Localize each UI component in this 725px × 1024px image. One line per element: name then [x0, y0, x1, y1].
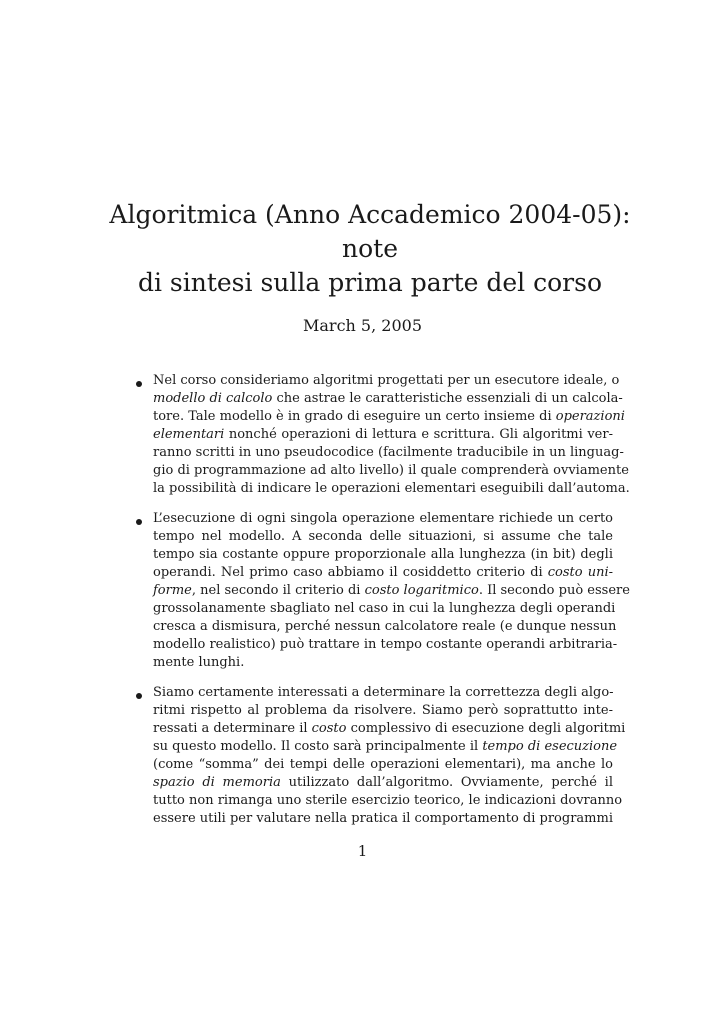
document-title: [100, 198, 640, 300]
text-line: [153, 408, 625, 426]
text-run: ranno scritti in uno pseudocodice (facilmente traducibile in un linguag-: [153, 445, 624, 460]
text-run: (come “somma” dei tempi delle operazioni elementari), ma anche lo: [153, 757, 613, 772]
text-run: utilizzato dall’algoritmo. Ovviamente, perché il: [280, 775, 613, 790]
text-run: la possibilità di indicare le operazioni elementari eseguibili dall’automa.: [153, 481, 630, 496]
text-run: operandi. Nel primo caso abbiamo il cosiddetto criterio di: [153, 565, 548, 580]
text-line: [153, 636, 618, 654]
emphasis-text: operazioni: [555, 409, 625, 424]
emphasis-text: modello di calcolo: [153, 391, 273, 406]
title-line: di sintesi sulla prima parte del corso: [137, 268, 603, 297]
text-line: [153, 564, 613, 582]
text-run: Siamo certamente interessati a determinare la correttezza degli algo-: [153, 685, 614, 700]
bullet-icon: [136, 519, 142, 525]
text-run: mente lunghi.: [153, 655, 245, 670]
text-line: [153, 480, 630, 498]
text-line: [153, 462, 629, 480]
text-line: [153, 738, 618, 756]
text-run: gio di programmazione ad alto livello) il quale comprenderà ovviamente: [153, 463, 629, 478]
emphasis-text: tempo di esecuzione: [482, 739, 618, 754]
emphasis-text: elementari: [153, 427, 225, 442]
text-line: [153, 792, 623, 810]
title-line: Algoritmica (Anno Accademico 2004-05): note: [109, 200, 631, 263]
text-run: essere utili per valutare nella pratica il comportamento di programmi: [153, 811, 613, 826]
emphasis-text: costo uni-: [547, 565, 613, 580]
bullet-item: [153, 510, 630, 672]
text-run: ressati a determinare il: [153, 721, 312, 736]
text-line: [153, 618, 617, 636]
document-date: March 5, 2005: [303, 316, 422, 335]
text-run: cresca a dismisura, perché nessun calcolatore reale (e dunque nessun: [153, 619, 617, 634]
text-line: [153, 774, 613, 792]
text-line: [153, 600, 616, 618]
text-line: [153, 372, 620, 390]
text-run: modello realistico) può trattare in tempo costante operandi arbitraria-: [153, 637, 618, 652]
text-line: [153, 510, 613, 528]
text-run: tempo nel modello. A seconda delle situazioni, si assume che tale: [153, 529, 613, 544]
text-run: ritmi rispetto al problema da risolvere. Siamo però soprattutto inte-: [153, 703, 613, 718]
text-run: su questo modello. Il costo sarà principalmente il: [153, 739, 483, 754]
bullet-list: [153, 372, 630, 840]
text-line: [153, 702, 613, 720]
bullet-icon: [136, 381, 142, 387]
bullet-item: [153, 684, 626, 828]
text-run: Nel corso consideriamo algoritmi progettati per un esecutore ideale, o: [153, 373, 620, 388]
text-run: , nel secondo il criterio di: [191, 583, 365, 598]
text-run: L’esecuzione di ogni singola operazione elementare richiede un certo: [153, 511, 613, 526]
text-line: [153, 528, 613, 546]
text-line: [153, 720, 626, 738]
text-line: [153, 444, 624, 462]
text-line: [153, 810, 613, 828]
text-line: [153, 546, 613, 564]
bullet-icon: [136, 693, 142, 699]
text-run: nonché operazioni di lettura e scrittura. Gli algoritmi ver-: [224, 427, 613, 442]
text-run: . Il secondo può essere: [478, 583, 630, 598]
text-line: [153, 684, 613, 702]
emphasis-text: forme: [153, 583, 192, 598]
emphasis-text: costo: [311, 721, 347, 736]
text-run: tutto non rimanga uno sterile esercizio teorico, le indicazioni dovranno: [153, 793, 623, 808]
text-run: tore. Tale modello è in grado di eseguire un certo insieme di: [153, 409, 556, 424]
page-number: 1: [357, 842, 368, 860]
text-run: tempo sia costante oppure proporzionale alla lunghezza (in bit) degli: [153, 547, 613, 562]
text-run: che astrae le caratteristiche essenziali di un calcola-: [272, 391, 623, 406]
text-line: [153, 390, 623, 408]
emphasis-text: costo logaritmico: [364, 583, 479, 598]
text-line: [153, 654, 613, 672]
text-line: [153, 582, 630, 600]
bullet-item: [153, 372, 630, 498]
text-line: [153, 756, 613, 774]
text-run: grossolanamente sbagliato nel caso in cui la lunghezza degli operandi: [153, 601, 616, 616]
emphasis-text: spazio di memoria: [153, 775, 281, 790]
text-run: complessivo di esecuzione degli algoritmi: [346, 721, 626, 736]
text-line: [153, 426, 613, 444]
